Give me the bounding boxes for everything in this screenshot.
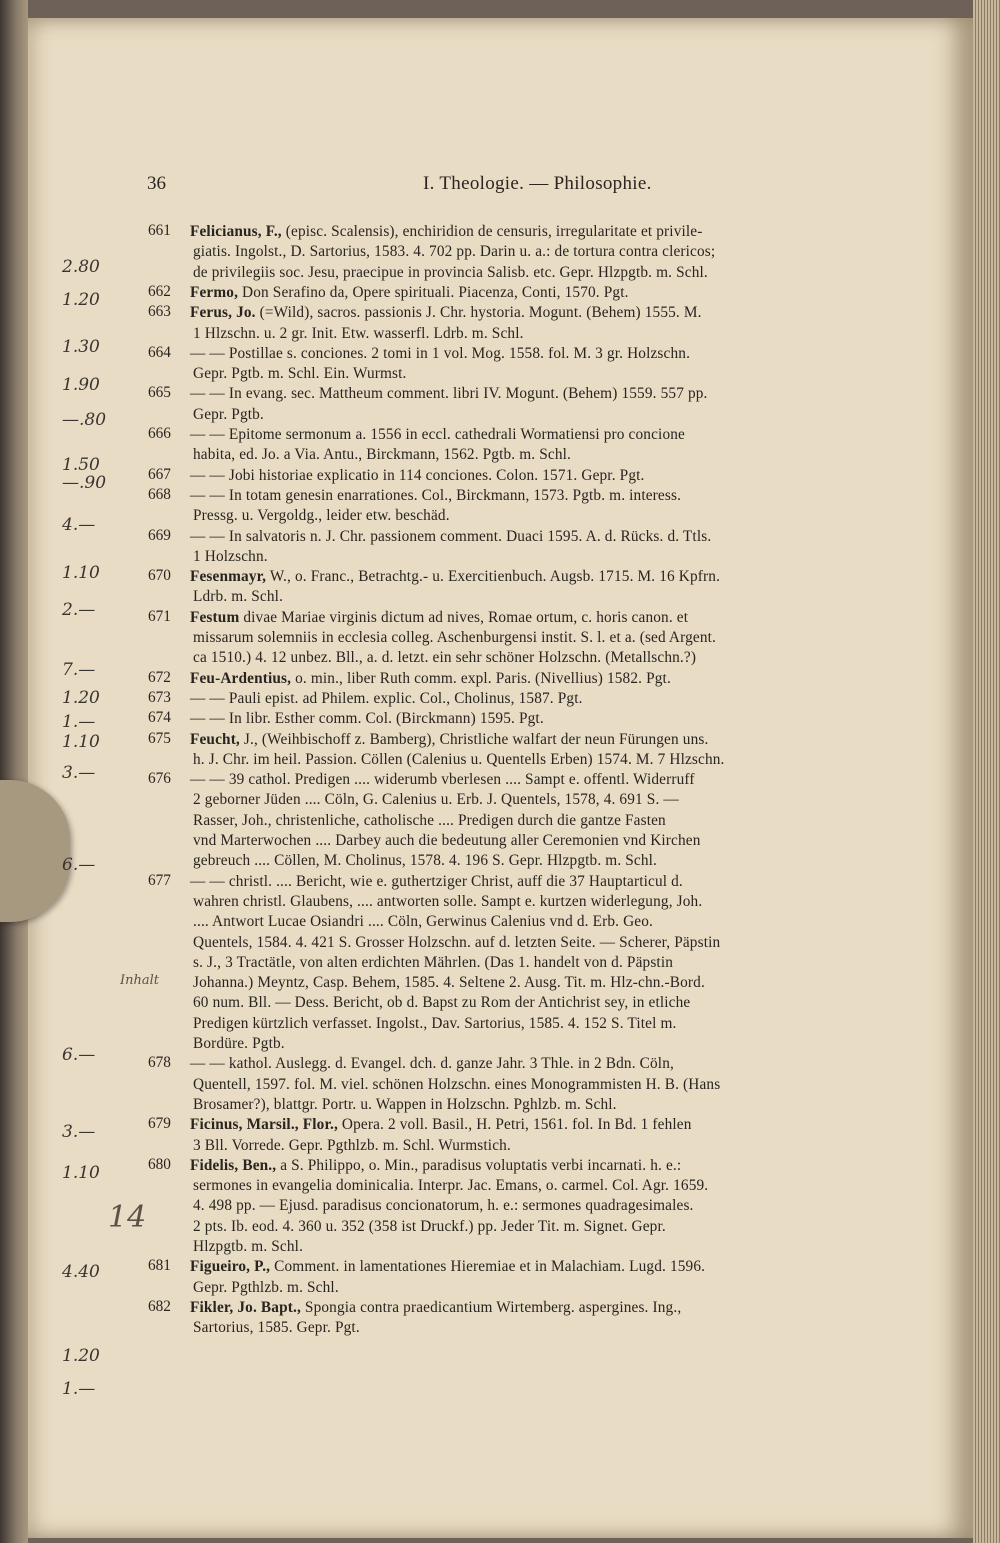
- entry-line: [193, 324, 524, 344]
- entry-line: [193, 750, 725, 770]
- margin-price: 2.80: [62, 257, 100, 277]
- entry-number: 670: [148, 567, 171, 585]
- entry-text: Rasser, Joh., christenliche, catholische .... Predigen durch die gantze Fasten: [193, 811, 666, 829]
- entry-author: Fikler, Jo. Bapt.,: [190, 1298, 301, 1316]
- entry-text: W., o. Franc., Betrachtg.- u. Exercitienbuch. Augsb. 1715. M. 16 Kpfrn.: [269, 568, 721, 586]
- margin-price: 6.—: [62, 1045, 96, 1065]
- entry-line: [193, 1196, 694, 1216]
- entry-number: 673: [148, 688, 171, 706]
- entry-number: 681: [148, 1257, 171, 1275]
- running-title: I. Theologie. — Philosophie.: [423, 173, 652, 194]
- margin-price: 1.—: [62, 712, 96, 732]
- entry-line: [193, 263, 708, 283]
- entry-number: 668: [148, 485, 171, 503]
- entry-text: Bordüre. Pgtb.: [193, 1035, 285, 1052]
- margin-scribble: Inhalt: [120, 973, 160, 988]
- entry-text: s. J., 3 Tractätle, von alten erdichten Mährlen. (Das 1. handelt von d. Päpstin: [193, 953, 674, 971]
- entry-line: [190, 872, 683, 892]
- entry-text: — — christl. .... Bericht, wie e. guthertziger Christ, auff die 37 Hauptarticul d.: [190, 872, 683, 890]
- entry-number: 682: [148, 1297, 171, 1315]
- entry-text: sermones in evangelia dominicalia. Interpr. Jac. Emans, o. carmel. Col. Agr. 1659.: [193, 1177, 709, 1195]
- margin-price: 1.20: [62, 1346, 100, 1366]
- entry-text: 1 Holzschn.: [193, 547, 268, 565]
- margin-price: 1.20: [62, 688, 100, 708]
- entry-line: [190, 709, 544, 729]
- entry-number: 677: [148, 871, 171, 889]
- entry-text: — — In evang. sec. Mattheum comment. libri IV. Mogunt. (Behem) 1559. 557 pp.: [190, 385, 708, 403]
- entry-number: 676: [148, 770, 171, 788]
- entry-line: [193, 933, 720, 953]
- entry-line: [190, 567, 720, 587]
- entry-text: Sartorius, 1585. Gepr. Pgt.: [193, 1319, 360, 1337]
- entry-line: [193, 1034, 285, 1054]
- entry-line: [190, 770, 695, 790]
- entry-line: [193, 973, 705, 993]
- entry-text: — — Jobi historiae explicatio in 114 conciones. Colon. 1571. Gepr. Pgt.: [190, 466, 645, 484]
- entry-text: .... Antwort Lucae Osiandri .... Cöln, Gerwinus Calenius vnd d. Erb. Geo.: [193, 913, 654, 931]
- entry-text: — — In salvatoris n. J. Chr. passionem comment. Duaci 1595. A. d. Rücks. d. Ttls.: [190, 527, 712, 545]
- entry-text: 60 num. Bll. — Dess. Bericht, ob d. Bapst zu Rom der Antichrist sey, in etliche: [193, 994, 691, 1012]
- entry-line: [193, 953, 673, 973]
- entry-text: missarum solemniis in ecclesia colleg. Aschenburgensi instit. S. l. et a. (sed Argent.: [193, 629, 716, 646]
- entry-line: [193, 831, 701, 851]
- entry-line: [190, 303, 702, 323]
- margin-price: —.90: [62, 473, 107, 493]
- entry-author: Ficinus, Marsil., Flor.,: [190, 1116, 338, 1134]
- entry-line: [193, 811, 666, 831]
- entry-line: [193, 506, 450, 526]
- entry-text: 2 geborner Jüden .... Cöln, G. Calenius u. Erb. J. Quentels, 1578, 4. 691 S. —: [193, 791, 679, 809]
- margin-price: 1.10: [62, 563, 100, 583]
- entry-number: 664: [148, 343, 171, 361]
- entry-text: Spongia contra praedicantium Wirtemberg. aspergines. Ing.,: [304, 1298, 682, 1316]
- margin-price: 1.50: [62, 455, 100, 475]
- entry-text: 4. 498 pp. — Ejusd. paradisus concionatorum, h. e.: sermones quadragesimales.: [193, 1197, 694, 1215]
- entry-text: — — Epitome sermonum a. 1556 in eccl. cathedrali Wormatiensi pro concione: [190, 426, 685, 443]
- entry-text: Don Serafino da, Opere spirituali. Piacenza, Conti, 1570. Pgt.: [242, 283, 629, 301]
- entry-author: Felicianus, F.,: [190, 223, 282, 240]
- entry-text: Predigen kürtzlich verfasset. Ingolst., Dav. Sartorius, 1585. 4. 152 S. Titel m.: [193, 1014, 677, 1032]
- entry-line: [193, 1136, 511, 1156]
- margin-price: 3.—: [62, 763, 96, 783]
- entry-line: [190, 384, 708, 404]
- margin-price: 6.—: [62, 855, 96, 875]
- entry-text: giatis. Ingolst., D. Sartorius, 1583. 4. 702 pp. Darin u. a.: de tortura contra clericos;: [193, 243, 716, 261]
- entry-line: [193, 587, 283, 607]
- entry-number: 669: [148, 526, 171, 544]
- entry-line: [193, 1095, 617, 1115]
- entry-text: Quentell, 1597. fol. M. viel. schönen Holzschn. eines Monogrammisten H. B. (Hans: [193, 1075, 721, 1093]
- entry-text: o. min., liber Ruth comm. expl. Paris. (Nivellius) 1582. Pgt.: [295, 669, 671, 687]
- entry-line: [190, 1156, 681, 1176]
- margin-price: 1.30: [62, 337, 100, 357]
- entry-line: [193, 628, 716, 648]
- margin-bracket-mark: 14: [108, 1200, 147, 1235]
- entry-text: Ldrb. m. Schl.: [193, 588, 284, 606]
- entry-line: [190, 222, 703, 242]
- entry-text: (episc. Scalensis), enchiridion de censuris, irregularitate et privile-: [285, 223, 703, 240]
- entry-text: Johanna.) Meyntz, Casp. Behem, 1585. 4. Seltene 2. Ausg. Tit. m. Hlz-chn.-Bord.: [193, 974, 705, 992]
- entry-number: 671: [148, 607, 171, 625]
- entry-author: Figueiro, P.,: [190, 1258, 271, 1276]
- entry-number: 679: [148, 1115, 171, 1133]
- entry-number: 662: [148, 282, 171, 300]
- entry-number: 663: [148, 303, 171, 321]
- entry-line: [193, 405, 264, 425]
- entry-text: 3 Bll. Vorrede. Gepr. Pgthlzb. m. Schl. Wurmstich.: [193, 1136, 511, 1154]
- entry-text: — — In totam genesin enarrationes. Col., Birckmann, 1573. Pgtb. m. interess.: [190, 486, 682, 504]
- entry-text: Pressg. u. Vergoldg., leider etw. beschäd.: [193, 507, 450, 525]
- margin-price: 2.—: [62, 600, 96, 620]
- entry-line: [193, 242, 715, 262]
- margin-price: 7.—: [62, 660, 96, 680]
- entry-text: habita, ed. Jo. a Via. Antu., Birckmann, 1562. Pgtb. m. Schl.: [193, 446, 572, 464]
- entry-line: [193, 1176, 708, 1196]
- entry-line: [193, 851, 657, 871]
- entry-line: [193, 1278, 339, 1298]
- margin-price: —.80: [62, 410, 107, 430]
- entry-text: — — 39 cathol. Predigen .... widerumb vberlesen .... Sampt e. offentl. Widerruff: [190, 771, 695, 789]
- entry-text: 1 Hlzschn. u. 2 gr. Init. Etw. wasserfl. Ldrb. m. Schl.: [193, 324, 524, 342]
- entry-line: [190, 344, 690, 364]
- entry-line: [190, 730, 708, 750]
- entry-text: Hlzpgtb. m. Schl.: [193, 1238, 304, 1255]
- margin-price: 1.—: [62, 1379, 96, 1399]
- entry-line: [190, 1115, 692, 1135]
- entry-line: [190, 689, 583, 709]
- entry-line: [190, 608, 688, 628]
- entry-author: Ferus, Jo.: [190, 304, 256, 322]
- entry-text: Brosamer?), blattgr. Portr. u. Wappen in Holzschn. Pghlzb. m. Schl.: [193, 1095, 617, 1113]
- entry-line: [193, 1014, 676, 1034]
- entry-author: Fesenmayr,: [190, 568, 267, 586]
- entry-line: [193, 912, 653, 932]
- entry-line: [190, 486, 681, 506]
- entry-line: [190, 1054, 674, 1074]
- entry-line: [193, 547, 268, 567]
- entry-author: Fermo,: [190, 283, 239, 301]
- entry-text: — — Postillae s. conciones. 2 tomi in 1 vol. Mog. 1558. fol. M. 3 gr. Holzschn.: [190, 344, 691, 362]
- entry-number: 678: [148, 1054, 171, 1072]
- entry-text: wahren christl. Glaubens, .... antworten solle. Sampt e. kurtzen widerlegung, Joh.: [193, 892, 703, 910]
- entry-line: [190, 1257, 705, 1277]
- book-spine: [0, 0, 28, 1543]
- margin-price: 1.10: [62, 1163, 100, 1183]
- entry-text: Gepr. Pgtb. m. Schl. Ein. Wurmst.: [193, 365, 407, 383]
- entry-line: [193, 790, 679, 810]
- entry-line: [193, 993, 690, 1013]
- entry-line: [193, 1318, 360, 1338]
- entry-text: h. J. Chr. im heil. Passion. Cöllen (Calenius u. Quentells Erben) 1574. M. 7 Hlzschn.: [193, 750, 725, 768]
- entry-line: [190, 669, 671, 689]
- entry-line: [193, 1217, 666, 1237]
- entry-number: 675: [148, 729, 171, 747]
- entry-text: Comment. in lamentationes Hieremiae et in Malachiam. Lugd. 1596.: [274, 1258, 706, 1276]
- entry-text: — — Pauli epist. ad Philem. explic. Col., Cholinus, 1587. Pgt.: [190, 689, 583, 707]
- entry-text: vnd Marterwochen .... Darbey auch die bedeutung aller Ceremonien vnd Kirchen: [193, 832, 701, 849]
- entry-text: de privilegiis soc. Jesu, praecipue in provincia Salisb. etc. Gepr. Hlzpgtb. m. Schl.: [193, 263, 708, 281]
- entry-line: [193, 648, 696, 668]
- margin-price: 4.—: [62, 515, 96, 535]
- entry-line: [193, 364, 407, 384]
- entry-text: Quentels, 1584. 4. 421 S. Grosser Holzschn. auf d. letzten Seite. — Scherer, Päpstin: [193, 933, 721, 951]
- page-number: 36: [147, 173, 166, 194]
- entry-text: — — In libr. Esther comm. Col. (Birckmann) 1595. Pgt.: [190, 710, 544, 728]
- entry-line: [190, 527, 711, 547]
- entry-line: [193, 892, 702, 912]
- entry-text: Gepr. Pgtb.: [193, 405, 264, 423]
- entry-number: 680: [148, 1155, 171, 1173]
- entry-text: divae Mariae virginis dictum ad nives, Romae ortum, c. horis canon. et: [243, 608, 689, 626]
- entry-number: 667: [148, 465, 171, 483]
- entry-text: J., (Weihbischoff z. Bamberg), Christliche walfart der neun Fürungen uns.: [243, 730, 709, 748]
- entry-line: [193, 1237, 303, 1257]
- entry-number: 661: [148, 222, 171, 239]
- margin-price: 4.40: [62, 1262, 100, 1282]
- margin-price: 1.10: [62, 732, 100, 752]
- entry-author: Feu-Ardentius,: [190, 669, 292, 687]
- entry-line: [193, 445, 571, 465]
- entry-line: [190, 466, 645, 486]
- margin-price: 1.20: [62, 290, 100, 310]
- entry-number: 672: [148, 668, 171, 686]
- entry-text: Gepr. Pgthlzb. m. Schl.: [193, 1278, 339, 1296]
- entry-text: ca 1510.) 4. 12 unbez. Bll., a. d. letzt. ein sehr schöner Holzschn. (Metallschn.?): [193, 649, 697, 667]
- margin-price: 3.—: [62, 1122, 96, 1142]
- entry-number: 666: [148, 425, 171, 442]
- entry-line: [190, 425, 685, 445]
- margin-price: 1.90: [62, 375, 100, 395]
- entry-author: Fidelis, Ben.,: [190, 1156, 277, 1174]
- entry-author: Festum: [190, 608, 240, 626]
- entry-text: 2 pts. Ib. eod. 4. 360 u. 352 (358 ist Druckf.) pp. Jeder Tit. m. Signet. Gepr.: [193, 1217, 666, 1235]
- page-edges: [973, 0, 1000, 1543]
- entry-text: Opera. 2 voll. Basil., H. Petri, 1561. fol. In Bd. 1 fehlen: [341, 1116, 692, 1134]
- entry-line: [190, 283, 629, 303]
- entry-author: Feucht,: [190, 730, 240, 748]
- entry-line: [193, 1075, 720, 1095]
- entry-text: (=Wild), sacros. passionis J. Chr. hystoria. Mogunt. (Behem) 1555. M.: [259, 304, 702, 322]
- entry-text: gebreuch .... Cöllen, M. Cholinus, 1578. 4. 196 S. Gepr. Hlzpgtb. m. Schl.: [193, 852, 658, 870]
- entry-number: 665: [148, 384, 171, 402]
- entry-line: [190, 1298, 681, 1318]
- entry-text: a S. Philippo, o. Min., paradisus voluptatis verbi incarnati. h. e.:: [280, 1156, 682, 1174]
- entry-number: 674: [148, 709, 171, 727]
- entry-text: — — kathol. Auslegg. d. Evangel. dch. d. ganze Jahr. 3 Thle. in 2 Bdn. Cöln,: [190, 1055, 674, 1073]
